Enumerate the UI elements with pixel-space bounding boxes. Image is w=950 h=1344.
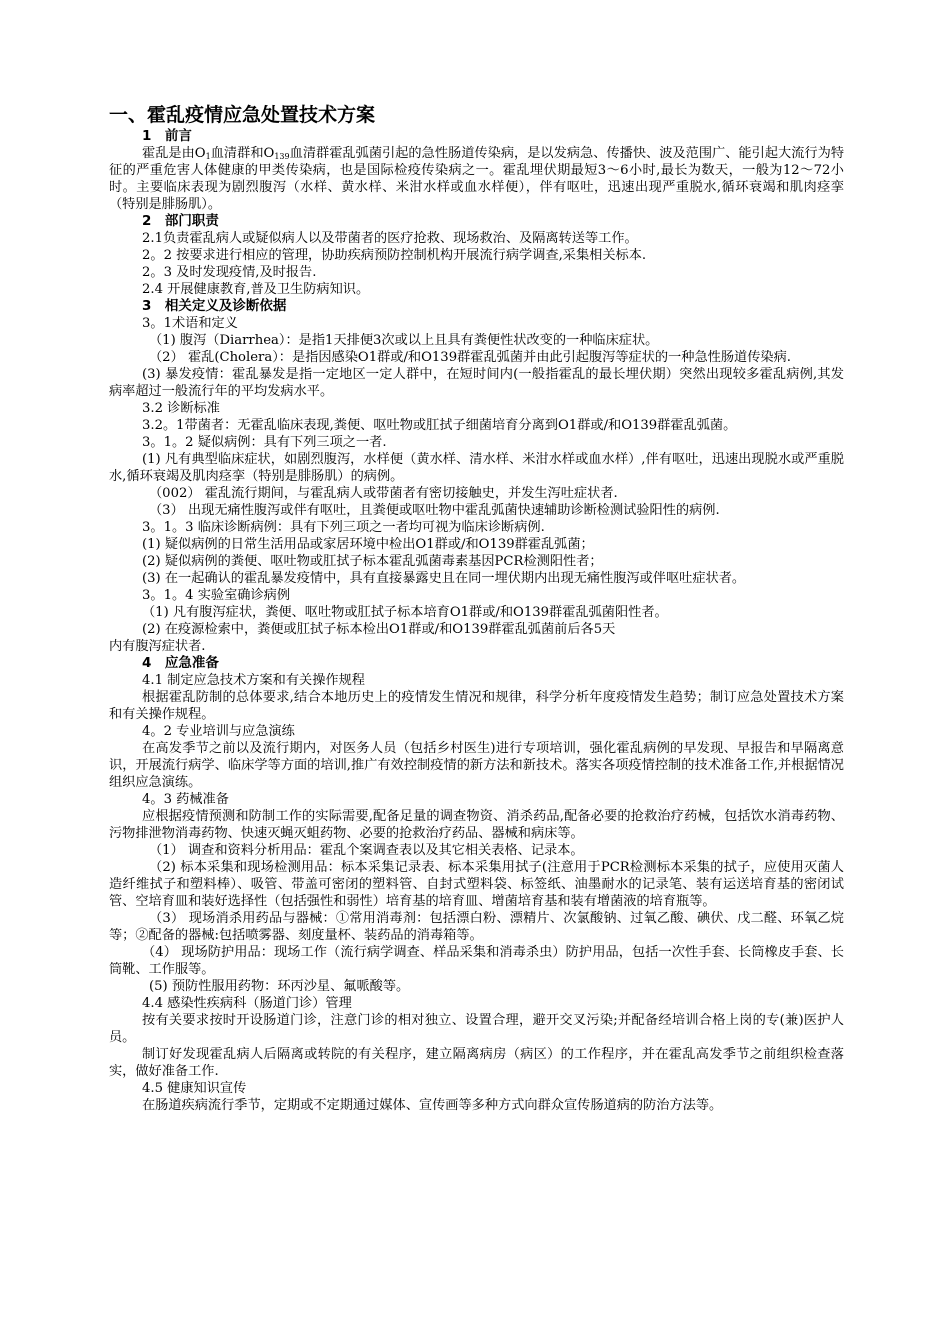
paragraph: （2） 霍乱(Cholera）：是指因感染O1群或/和O139群霍乱弧菌并由此引起腹泻等症状的一种急性肠道传染病. xyxy=(149,350,791,365)
paragraph: （4） 现场防护用品：现场工作（流行病学调查、样品采集和消毒杀虫）防护用品，包括一次性手套、长筒橡皮手套、长筒靴、工作服等。 xyxy=(109,945,844,977)
text-run: 血清群和O xyxy=(210,146,275,161)
paragraph: 应根据疫情预测和防制工作的实际需要,配备足量的调查物资、消杀药品,配备必要的抢救治疗药械，包括饮水消毒药物、污物排泄物消毒药物、快速灭蝇灭蛆药物、必要的抢救治疗药品、器械和病床等。 xyxy=(109,809,844,841)
section-heading-1: 1 前言 xyxy=(142,128,192,144)
paragraph: 4.4 感染性疾病科（肠道门诊）管理 xyxy=(142,996,352,1011)
paragraph: 3。1。2 疑似病例：具有下列三项之一者. xyxy=(142,435,387,450)
paragraph: (1) 凡有典型临床症状，如剧烈腹泻，水样便（黄水样、清水样、米泔水样或血水样）,伴有呕吐，迅速出现脱水或严重脱水,循环衰竭及肌肉痉挛（特别是腓肠肌）的病例。 xyxy=(109,452,844,484)
paragraph: 内有腹泻症状者. xyxy=(109,639,206,654)
paragraph: (3) 在一起确认的霍乱暴发疫情中，具有直接暴露史且在同一埋伏期内出现无痛性腹泻或伴呕吐症状者。 xyxy=(142,571,746,586)
paragraph: 制订好发现霍乱病人后隔离或转院的有关程序，建立隔离病房（病区）的工作程序，并在霍乱高发季节之前组织检查落实，做好准备工作. xyxy=(109,1047,844,1079)
paragraph: 4。3 药械准备 xyxy=(142,792,229,807)
paragraph: 在高发季节之前以及流行期内，对医务人员（包括乡村医生)进行专项培训，强化霍乱病例的早发现、早报告和早隔离意识，开展流行病学、临床学等方面的培训,推广有效控制疫情的新方法和新技术。落实各项疫情控制的技术准备工作,并根据情况组织应急演练。 xyxy=(109,741,844,790)
paragraph: （1） 调查和资料分析用品：霍乱个案调查表以及其它相关表格、记录本。 xyxy=(149,843,584,858)
section-heading-4: 4 应急准备 xyxy=(142,655,219,671)
document-title: 一、霍乱疫情应急处置技术方案 xyxy=(109,104,376,126)
paragraph: 4.1 制定应急技术方案和有关操作规程 xyxy=(142,673,365,688)
paragraph: （2) 标本采集和现场检测用品：标本采集记录表、标本采集用拭子(注意用于PCR检测标本采集的拭子，应使用灭菌人造纤维拭子和塑料棒）、吸管、带盖可密闭的塑料管、自封式塑料袋、标签纸、油墨耐水的记录笔、装有运送培育基的密闭试管、空培育皿和装好选择性（包括强性和弱性）培育基的培育皿、增菌培育基和装有增菌液的培育瓶等。 xyxy=(109,860,844,909)
paragraph: (1) 疑似病例的日常生活用品或家居环境中检出O1群或/和O139群霍乱弧菌； xyxy=(142,537,594,552)
paragraph: 4.5 健康知识宣传 xyxy=(142,1081,247,1096)
text-run: 霍乱是由O xyxy=(142,146,206,161)
section-heading-3: 3 相关定义及诊断依据 xyxy=(142,298,287,314)
text-run: 血清群霍乱弧菌引起的急性肠道传染病，是以发病急、传播快、波及范围广、能引起大流行为特征的严重危害人体健康的甲类传染病，也是国际检疫传染病之一。霍乱埋伏期最短3～6小时,最长为数天，一般为12～72小时。主要临床表现为剧烈腹泻（水样、黄水样、米泔水样或血水样便），伴有呕吐，迅速出现严重脱水,循环衰竭和肌肉痉挛（特别是腓肠肌）。 xyxy=(109,146,845,212)
paragraph-preface xyxy=(109,145,844,213)
paragraph: 按有关要求按时开设肠道门诊，注意门诊的相对独立、设置合理，避开交叉污染;并配备经培训合格上岗的专(兼)医护人员。 xyxy=(109,1013,844,1045)
paragraph: （3） 现场消杀用药品与器械：①常用消毒剂：包括漂白粉、漂精片、次氯酸钠、过氧乙酸、碘伏、戊二醛、环氧乙烷等；②配备的器械:包括喷雾器、刻度量杯、装药品的消毒箱等。 xyxy=(109,911,844,943)
paragraph: 2。3 及时发现疫情,及时报告. xyxy=(142,265,317,280)
paragraph: 3。1。4 实验室确诊病例 xyxy=(142,588,291,603)
paragraph: 4。2 专业培训与应急演练 xyxy=(142,724,295,739)
paragraph: 3。1术语和定义 xyxy=(142,316,238,331)
paragraph: 2.1负责霍乱病人或疑似病人以及带菌者的医疗抢救、现场救治、及隔离转送等工作。 xyxy=(142,231,638,246)
paragraph: （1) 腹泻（Diarrhea）：是指1天排便3次或以上且具有粪便性状改变的一种临床症状。 xyxy=(149,333,659,348)
paragraph: 根据霍乱防制的总体要求,结合本地历史上的疫情发生情况和规律，科学分析年度疫情发生趋势；制订应急处置技术方案和有关操作规程。 xyxy=(109,690,844,722)
paragraph: 在肠道疾病流行季节，定期或不定期通过媒体、宣传画等多种方式向群众宣传肠道病的防治方法等。 xyxy=(142,1098,723,1113)
paragraph: (3) 暴发疫情：霍乱暴发是指一定地区一定人群中，在短时间内(一般指霍乱的最长埋伏期）突然出现较多霍乱病例,其发病率超过一般流行年的平均发病水平。 xyxy=(109,367,844,399)
paragraph: （3） 出现无痛性腹泻或伴有呕吐，且粪便或呕吐物中霍乱弧菌快速辅助诊断检测试验阳性的病例. xyxy=(149,503,720,518)
subscript: 139 xyxy=(274,152,290,161)
paragraph: 2。2 按要求进行相应的管理，协助疾病预防控制机构开展流行病学调查,采集相关标本. xyxy=(142,248,647,263)
paragraph: （002） 霍乱流行期间，与霍乱病人或带菌者有密切接触史，并发生泻吐症状者. xyxy=(149,486,618,501)
paragraph: 3.2。1带菌者：无霍乱临床表现,粪便、呕吐物或肛拭子细菌培育分离到O1群或/和O139群霍乱弧菌。 xyxy=(142,418,737,433)
paragraph: 2.4 开展健康教育,普及卫生防病知识。 xyxy=(142,282,370,297)
paragraph: （1) 凡有腹泻症状，粪便、呕吐物或肛拭子标本培育O1群或/和O139群霍乱弧菌阳性者。 xyxy=(142,605,668,620)
paragraph: 3.2 诊断标准 xyxy=(142,401,220,416)
paragraph: (2) 疑似病例的粪便、呕吐物或肛拭子标本霍乱弧菌毒素基因PCR检测阳性者； xyxy=(142,554,603,569)
subscript: 1 xyxy=(205,152,211,161)
section-heading-2: 2 部门职责 xyxy=(142,213,219,229)
paragraph: (5) 预防性服用药物：环丙沙星、氟哌酸等。 xyxy=(149,979,410,994)
paragraph: (2) 在疫源检索中，粪便或肛拭子标本检出O1群或/和O139群霍乱弧菌前后各5天 xyxy=(142,622,616,637)
paragraph: 3。1。3 临床诊断病例：具有下列三项之一者均可视为临床诊断病例. xyxy=(142,520,545,535)
document-page xyxy=(109,103,844,1114)
